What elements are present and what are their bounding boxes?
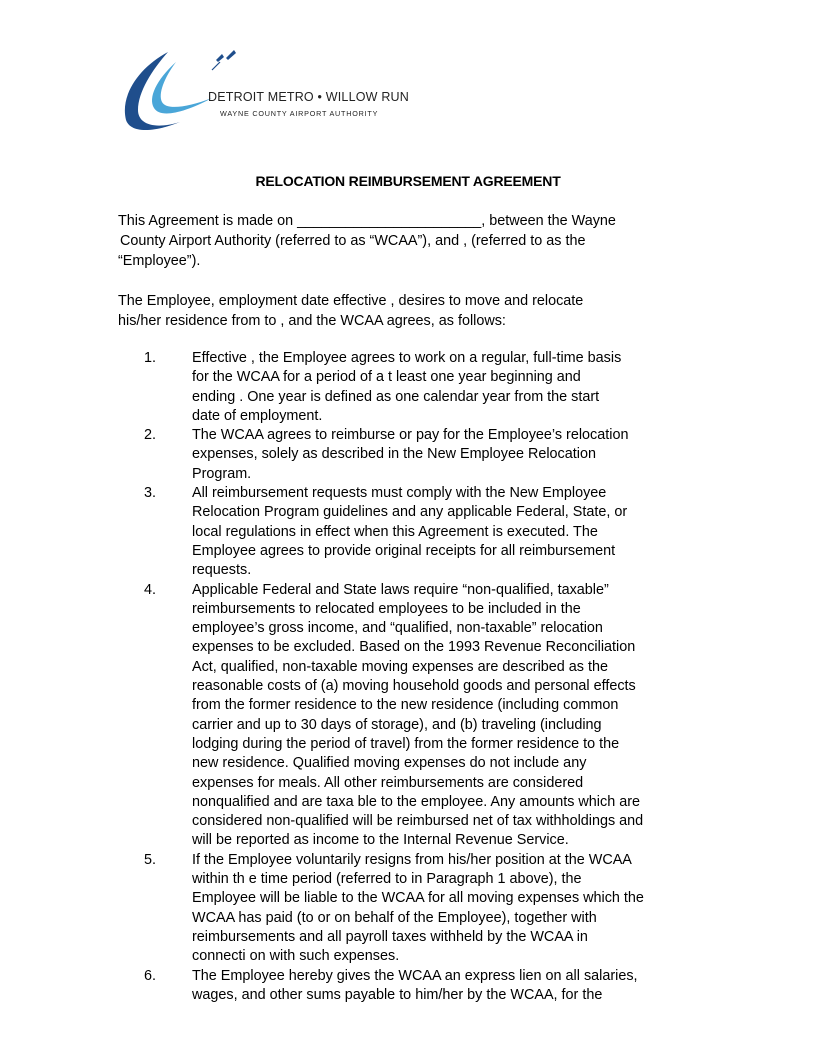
paragraph-line: The Employee, employment date effective , desires to move and relocate	[118, 293, 584, 309]
item-line: date of employment.	[192, 407, 323, 424]
item-line: Act, qualified, non-taxable moving expenses are described as the	[192, 658, 608, 675]
item-text	[192, 426, 698, 484]
item-line: Employee will be liable to the WCAA for all moving expenses which the	[192, 890, 644, 907]
item-line: Effective , the Employee agrees to work on a regular, full-time basis	[192, 350, 622, 366]
list-item	[118, 349, 698, 426]
item-line: expenses for meals. All other reimbursements are considered	[192, 774, 584, 791]
agreement-terms-list	[118, 349, 698, 1005]
list-item	[118, 851, 698, 967]
item-line: from the former residence to the new residence (including common	[192, 697, 619, 714]
item-line: connecti on with such expenses.	[192, 948, 400, 965]
item-line: expenses to be excluded. Based on the 1993 Revenue Reconciliation	[192, 639, 636, 656]
item-number: 5.	[144, 851, 157, 868]
airport-logo	[120, 48, 420, 138]
item-line: All reimbursement requests must comply with the New Employee	[192, 485, 607, 502]
item-number: 3.	[144, 485, 157, 502]
logo-subtitle: WAYNE COUNTY AIRPORT AUTHORITY	[220, 109, 379, 118]
item-line: reasonable costs of (a) moving household goods and personal effects	[192, 678, 636, 695]
paragraph-line: This Agreement is made on _______________________, between the Wayne	[118, 213, 616, 229]
intro-paragraph	[118, 211, 698, 271]
item-line: wages, and other sums payable to him/her by the WCAA, for the	[192, 986, 603, 1003]
item-line: reimbursements to relocated employees to be included in the	[192, 600, 581, 617]
item-text	[192, 851, 698, 967]
item-line: ending . One year is defined as one calendar year from the start	[192, 388, 600, 405]
list-item	[118, 426, 698, 484]
item-line: Relocation Program guidelines and any applicable Federal, State, or	[192, 504, 628, 521]
item-text	[192, 581, 698, 851]
item-line: Applicable Federal and State laws require “non-qualified, taxable”	[192, 581, 609, 598]
item-line: The Employee hereby gives the WCAA an express lien on all salaries,	[192, 967, 638, 984]
paragraph-line: his/her residence from to , and the WCAA agrees, as follows:	[118, 313, 506, 329]
logo-name: DETROIT METRO • WILLOW RUN	[208, 90, 410, 104]
item-line: employee’s gross income, and “qualified, non-taxable” relocation	[192, 620, 603, 637]
item-line: will be reported as income to the Internal Revenue Service.	[192, 832, 569, 849]
employee-paragraph	[118, 291, 698, 331]
list-item	[118, 967, 698, 1006]
paragraph-line: “Employee”).	[118, 253, 201, 269]
item-line: new residence. Qualified moving expenses do not include any	[192, 755, 587, 772]
item-text	[192, 967, 698, 1006]
item-number: 6.	[144, 967, 157, 984]
item-line: local regulations in effect when this Agreement is executed. The	[192, 523, 598, 540]
item-line: Program.	[192, 465, 252, 482]
document-title: RELOCATION REIMBURSEMENT AGREEMENT	[255, 173, 561, 189]
item-line: The WCAA agrees to reimburse or pay for the Employee’s relocation	[192, 427, 629, 444]
item-line: lodging during the period of travel) from the former residence to the	[192, 735, 620, 752]
item-line: If the Employee voluntarily resigns from his/her position at the WCAA	[192, 851, 632, 868]
item-line: WCAA has paid (to or on behalf of the Employee), together with	[192, 909, 597, 926]
paragraph-line: County Airport Authority (referred to as “WCAA”), and , (referred to as the	[120, 233, 586, 249]
item-line: for the WCAA for a period of a t least one year beginning and	[192, 369, 581, 386]
list-item	[118, 581, 698, 851]
item-text	[192, 349, 698, 426]
item-line: carrier and up to 30 days of storage), and (b) traveling (including	[192, 716, 602, 733]
item-number: 4.	[144, 581, 157, 598]
item-line: requests.	[192, 562, 252, 579]
item-number: 2.	[144, 427, 157, 444]
item-line: considered non-qualified will be reimbursed net of tax withholdings and	[192, 813, 644, 830]
item-line: nonqualified and are taxa ble to the employee. Any amounts which are	[192, 793, 640, 810]
item-line: reimbursements and all payroll taxes withheld by the WCAA in	[192, 928, 588, 945]
item-line: within th e time period (referred to in Paragraph 1 above), the	[192, 871, 582, 888]
list-item	[118, 484, 698, 580]
item-line: Employee agrees to provide original receipts for all reimbursement	[192, 542, 616, 559]
item-number: 1.	[144, 350, 157, 366]
item-text	[192, 484, 698, 580]
item-line: expenses, solely as described in the New Employee Relocation	[192, 446, 596, 463]
